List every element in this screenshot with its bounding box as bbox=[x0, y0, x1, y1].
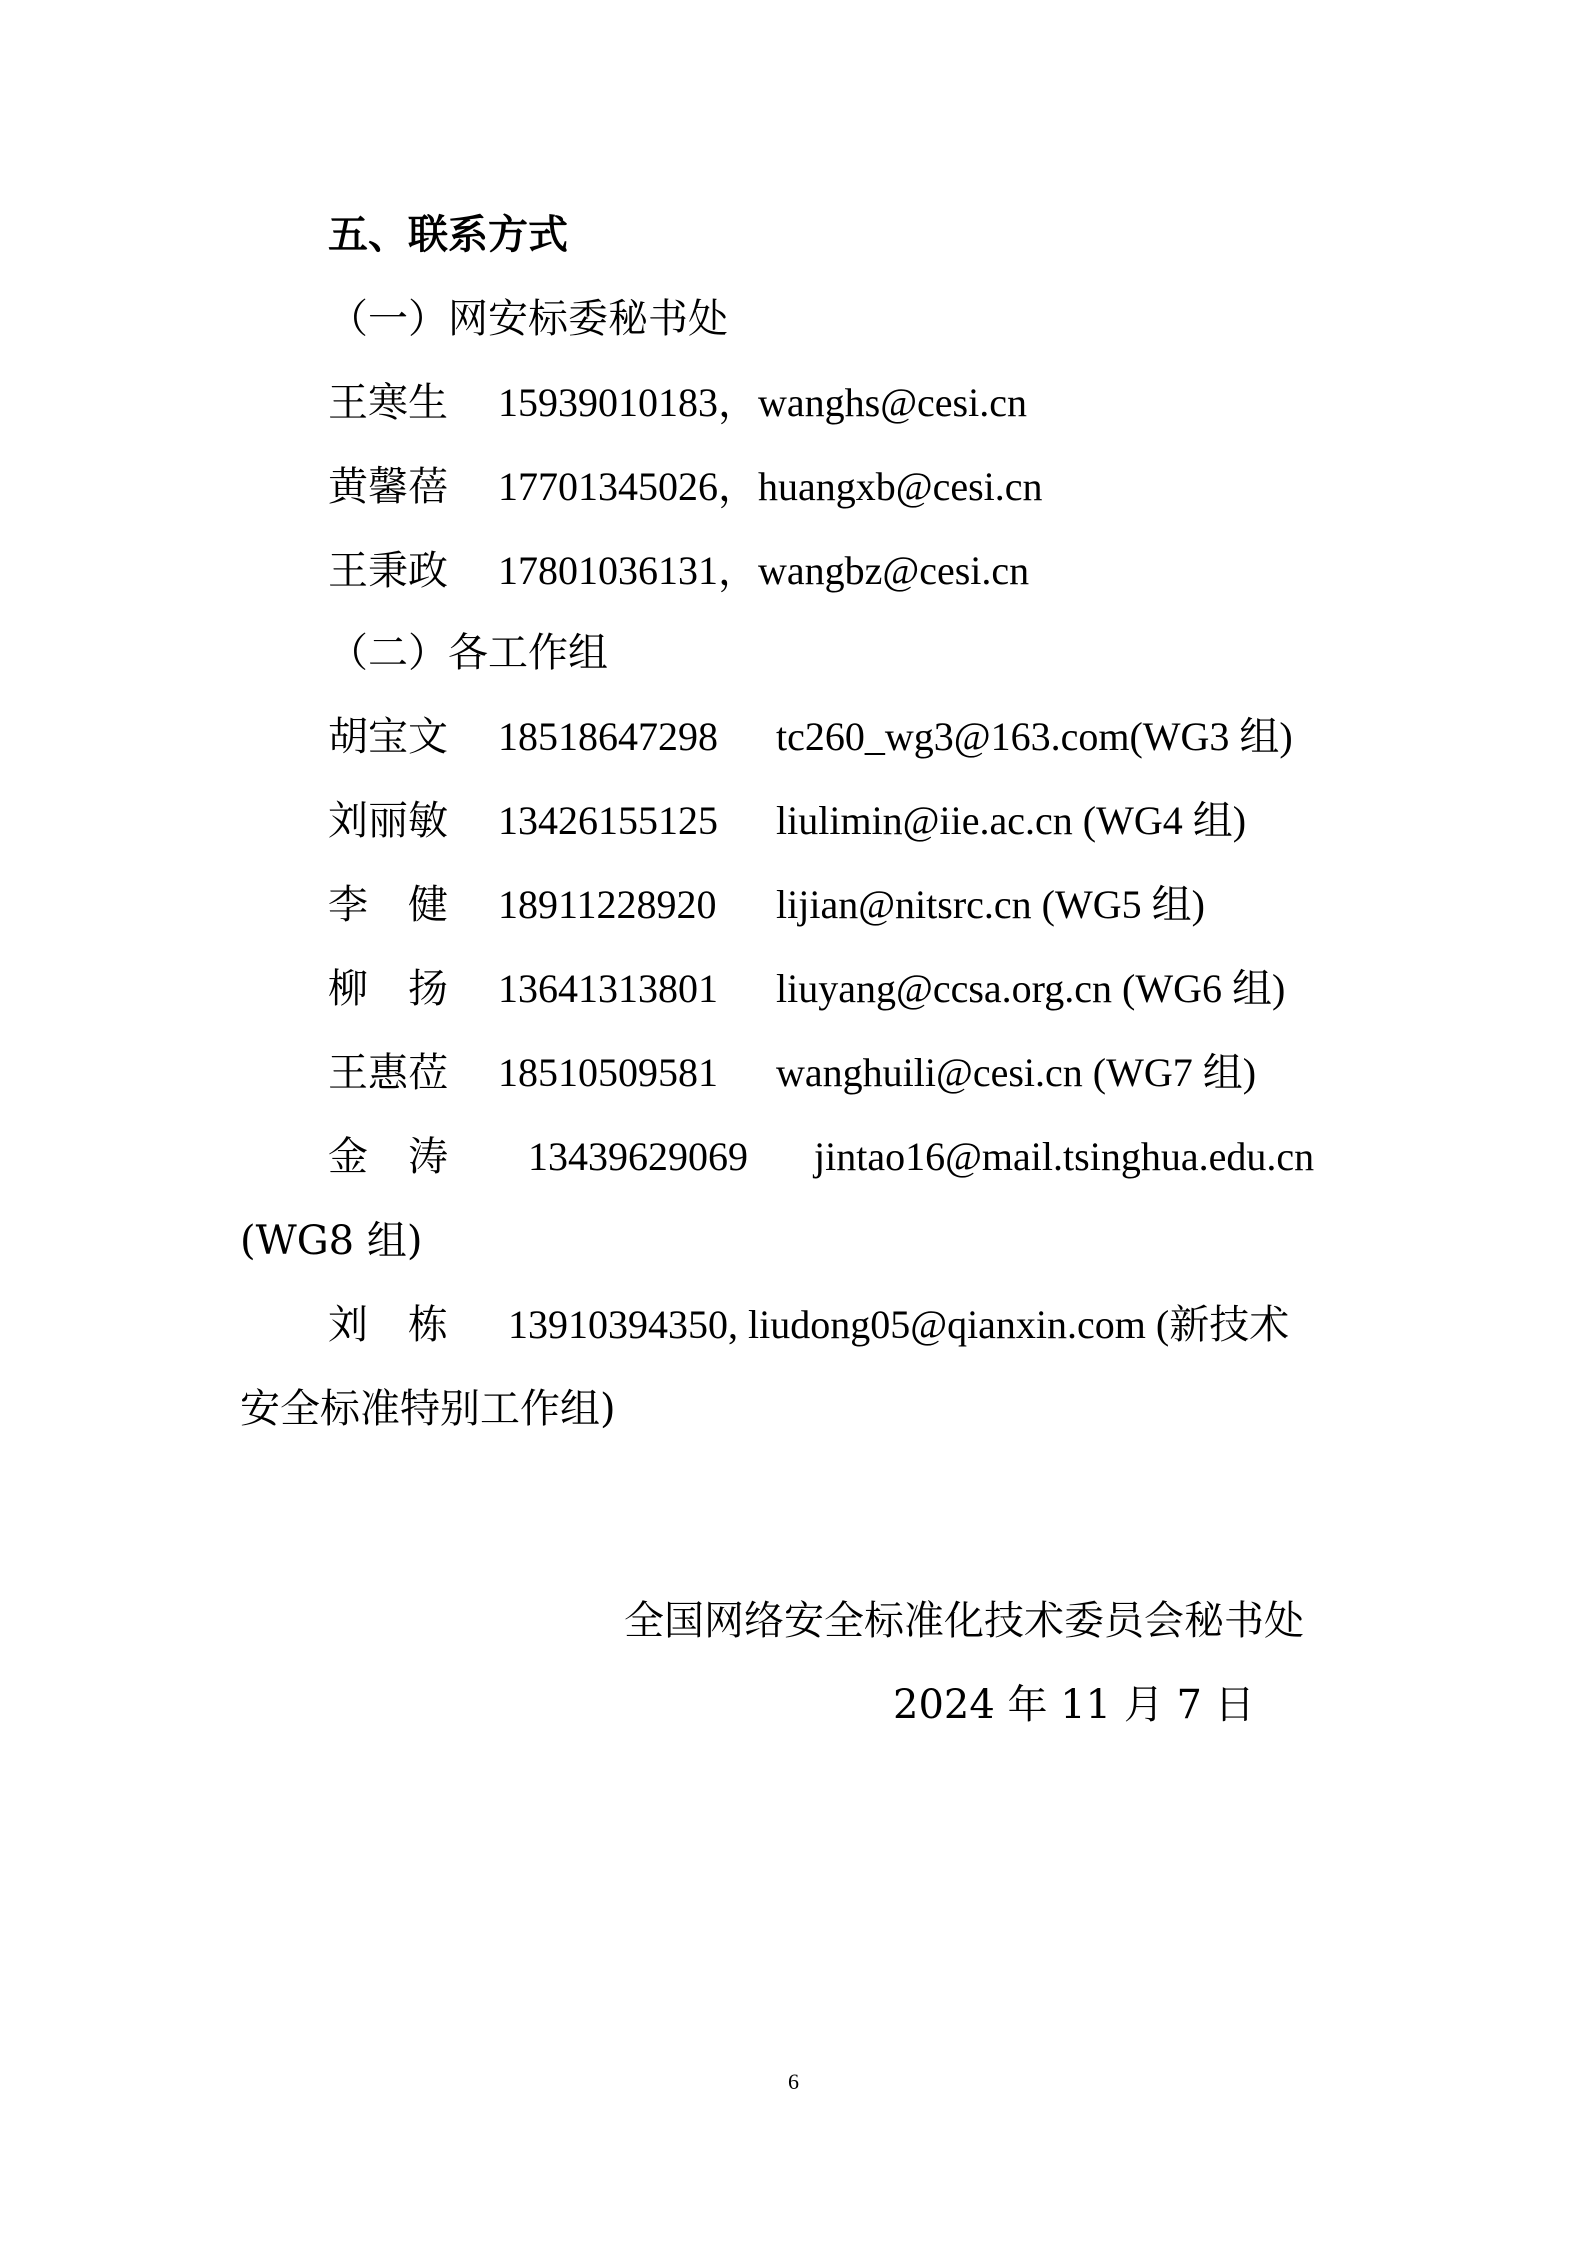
contact-email: wanghuili@cesi.cn (WG7 组) bbox=[776, 1050, 1257, 1095]
contact-phone: 18518647298 bbox=[498, 714, 718, 759]
contact-name: 黄馨蓓 bbox=[328, 464, 448, 510]
contact-row bbox=[328, 462, 1043, 512]
contact-name: 金 涛 bbox=[328, 1134, 448, 1180]
contact-row bbox=[328, 1300, 1289, 1350]
contact-phone: 18510509581 bbox=[498, 1050, 718, 1095]
contact-email: liuyang@ccsa.org.cn (WG6 组) bbox=[776, 966, 1286, 1011]
contact-phone: 17801036131， bbox=[498, 548, 758, 593]
contact-name: 胡宝文 bbox=[328, 714, 448, 760]
contact-name: 王秉政 bbox=[328, 548, 448, 594]
contact-phone: 13426155125 bbox=[498, 798, 718, 843]
contact-phone: 13439629069 bbox=[528, 1134, 748, 1179]
contact-phone: 15939010183， bbox=[498, 380, 758, 425]
contact-name: 柳 扬 bbox=[328, 966, 448, 1012]
subsection-title-working-groups: （二）各工作组 bbox=[328, 630, 608, 676]
contact-group-continuation: (WG8 组) bbox=[240, 1218, 423, 1264]
contact-email: tc260_wg3@163.com(WG3 组) bbox=[776, 714, 1293, 759]
contact-name: 刘丽敏 bbox=[328, 798, 448, 844]
contact-row bbox=[328, 546, 1029, 596]
contact-row bbox=[328, 1132, 1314, 1182]
contact-name: 王寒生 bbox=[328, 380, 448, 426]
page-number: 6 bbox=[788, 2069, 799, 2094]
contact-email: wanghs@cesi.cn bbox=[758, 380, 1027, 425]
contact-phone: 17701345026， bbox=[498, 464, 758, 509]
contact-email: wangbz@cesi.cn bbox=[758, 548, 1030, 593]
contact-row bbox=[328, 796, 1246, 846]
contact-name: 李 健 bbox=[328, 882, 448, 928]
contact-email: liulimin@iie.ac.cn (WG4 组) bbox=[776, 798, 1247, 843]
signature-organization: 全国网络安全标准化技术委员会秘书处 bbox=[624, 1598, 1304, 1644]
contact-row bbox=[328, 964, 1285, 1014]
contact-email: lijian@nitsrc.cn (WG5 组) bbox=[776, 882, 1205, 927]
contact-email: huangxb@cesi.cn bbox=[758, 464, 1043, 509]
contact-name: 刘 栋 bbox=[328, 1302, 448, 1348]
contact-phone: 13641313801 bbox=[498, 966, 718, 1011]
contact-row bbox=[328, 1048, 1256, 1098]
contact-email: jintao16@mail.tsinghua.edu.cn bbox=[814, 1134, 1315, 1179]
contact-row bbox=[328, 712, 1293, 762]
contact-name: 王惠莅 bbox=[328, 1050, 448, 1096]
section-title: 五、联系方式 bbox=[328, 212, 568, 258]
signature-date: 2024 年 11 月 7 日 bbox=[893, 1682, 1255, 1728]
contact-details: 13910394350, liudong05@qianxin.com (新技术 bbox=[508, 1302, 1290, 1347]
contact-row bbox=[328, 880, 1205, 930]
subsection-title-secretariat: （一）网安标委秘书处 bbox=[328, 296, 728, 342]
contact-group-continuation: 安全标准特别工作组) bbox=[240, 1386, 616, 1432]
contact-phone: 18911228920 bbox=[498, 882, 717, 927]
contact-row bbox=[328, 378, 1027, 428]
